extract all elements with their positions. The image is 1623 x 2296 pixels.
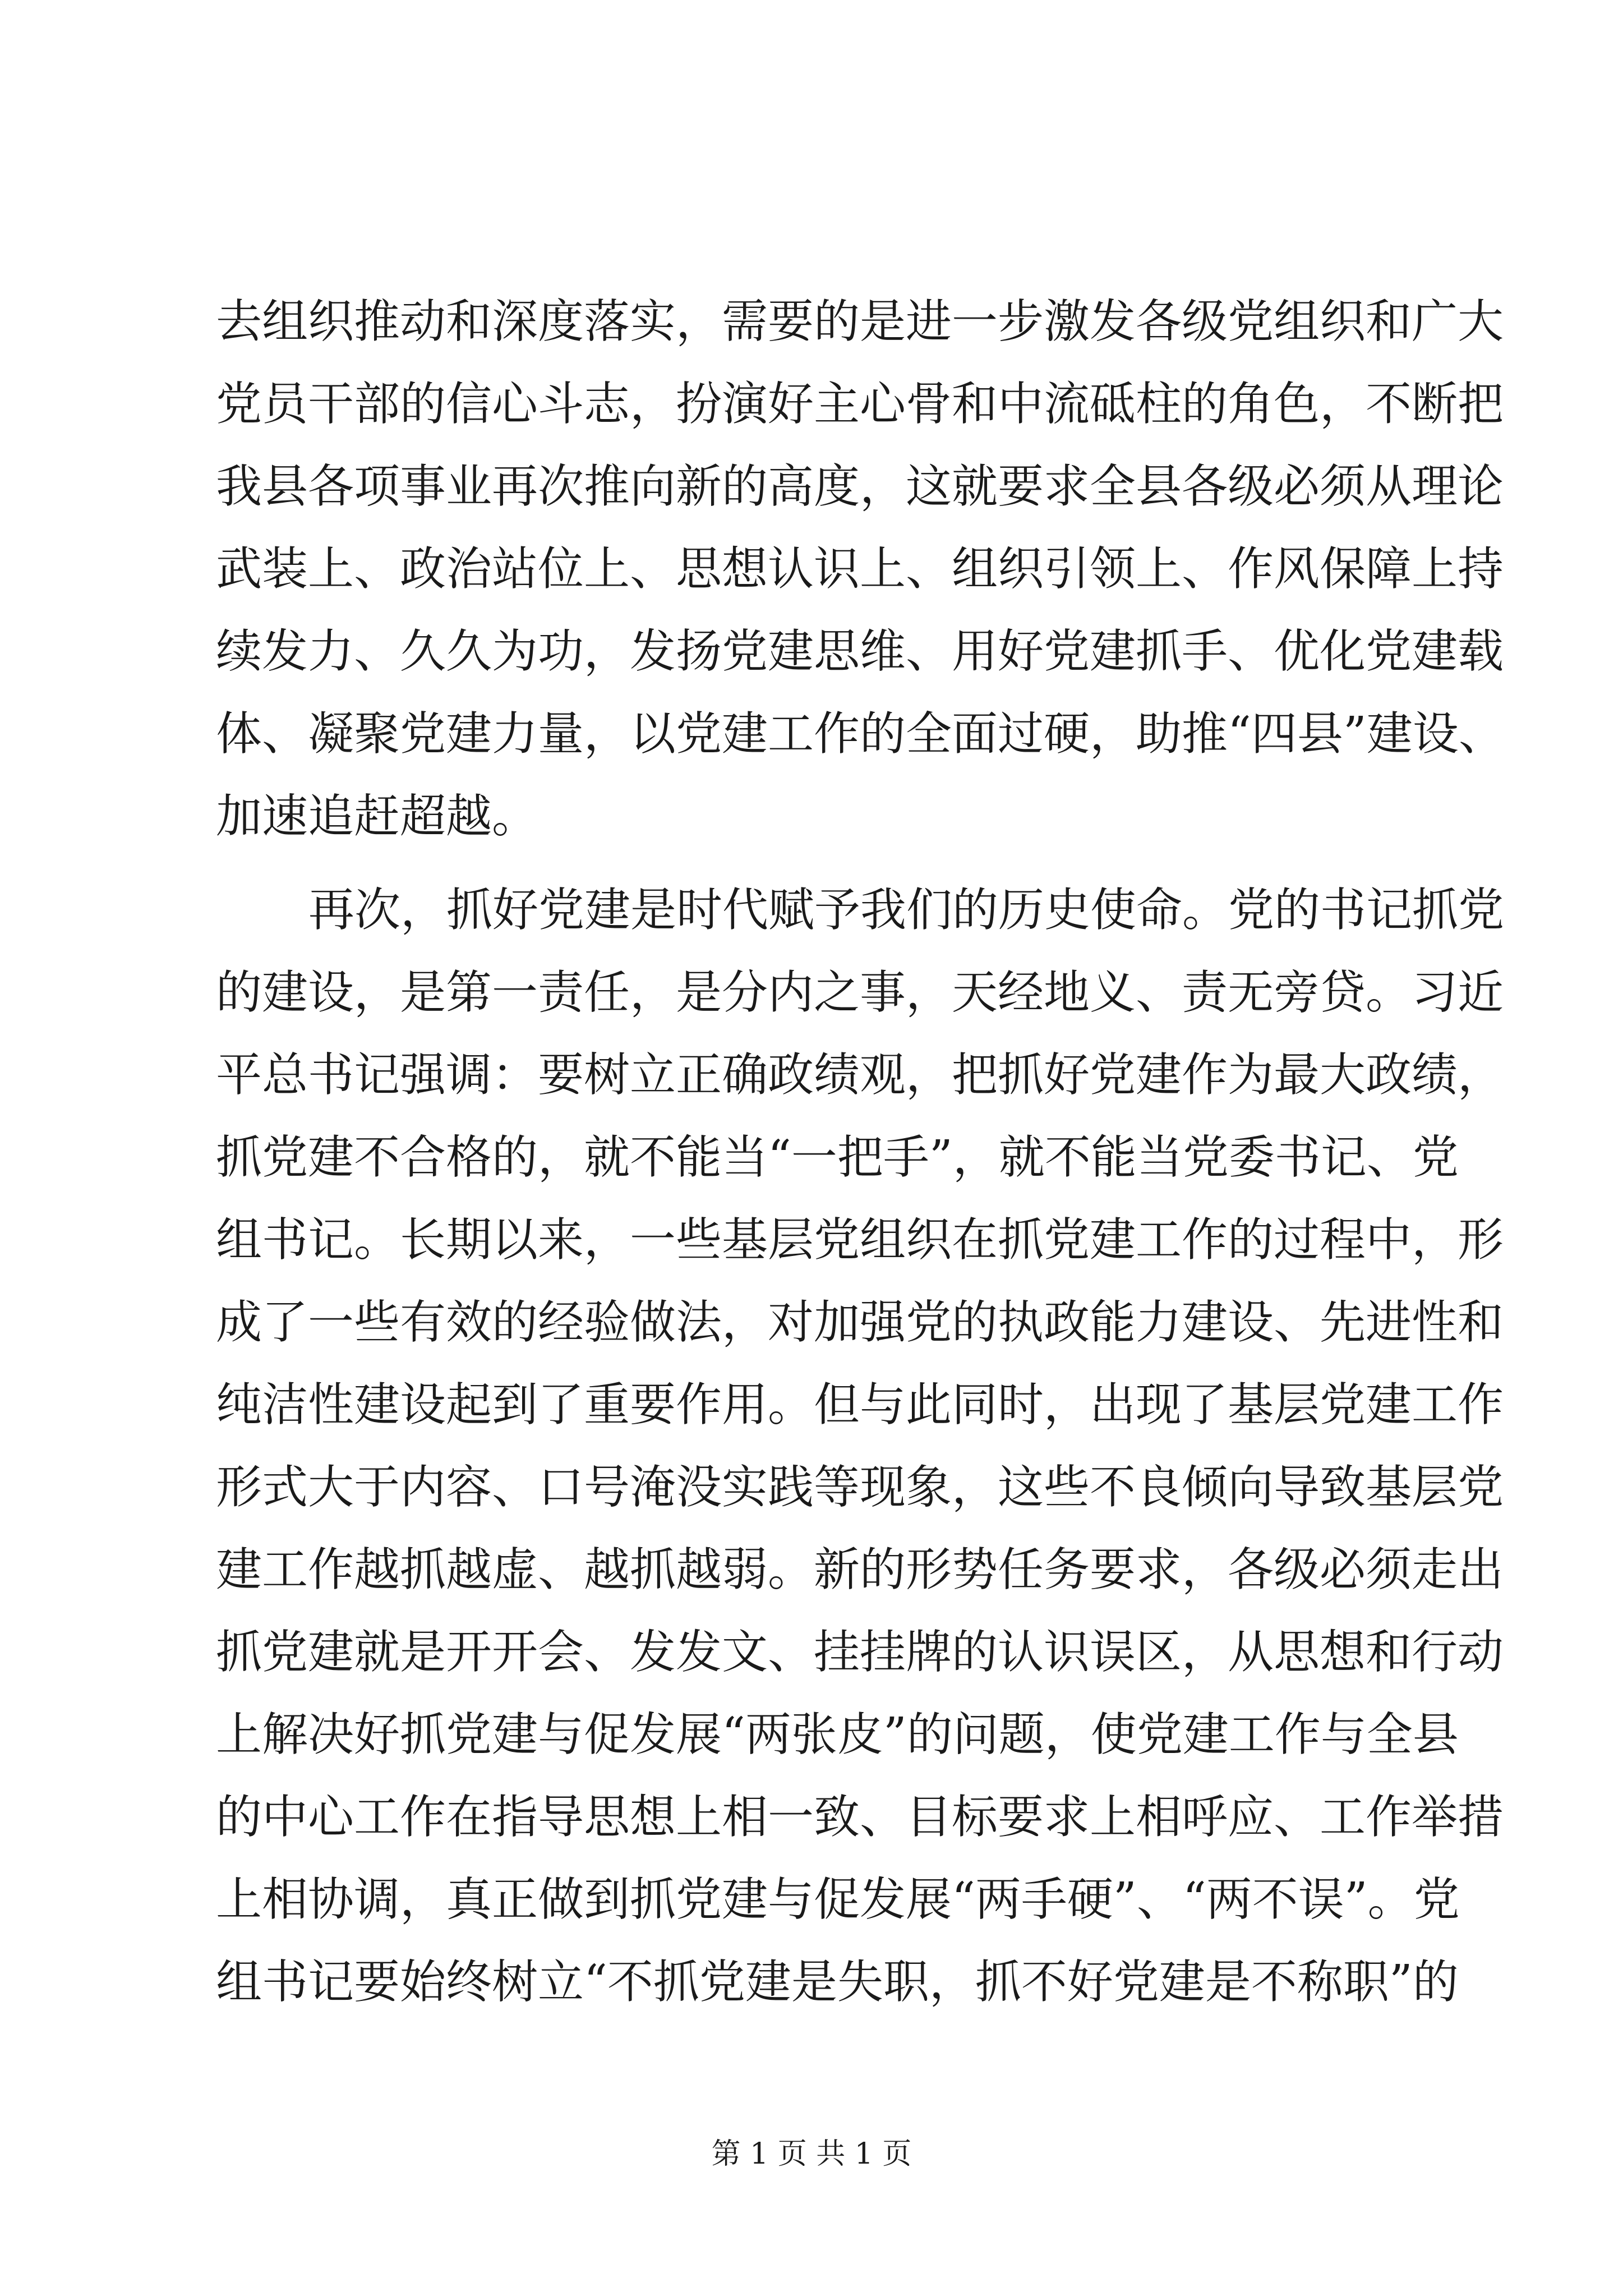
text-line: 形式大于内容、口号淹没实践等现象，这些不良倾向导致基层党 [216, 1461, 1504, 1514]
text-line: 成了一些有效的经验做法，对加强党的执政能力建设、先进性和 [216, 1296, 1504, 1349]
paragraph-2 [216, 869, 1505, 2023]
paragraph-gap [216, 858, 1422, 869]
text-line: 再次，抓好党建是时代赋予我们的历史使命。党的书记抓党 [308, 884, 1505, 937]
text-line: 抓党建不合格的，就不能当“一把手”，就不能当党委书记、党 [216, 1131, 1459, 1184]
text-line: 的中心工作在指导思想上相一致、目标要求上相呼应、工作举措 [216, 1791, 1504, 1844]
text-line: 加速追赶超越。 [216, 790, 538, 843]
text-line: 组书记。长期以来，一些基层党组织在抓党建工作的过程中，形 [216, 1213, 1504, 1267]
text-line: 抓党建就是开开会、发发文、挂挂牌的认识误区，从思想和行动 [216, 1626, 1504, 1679]
text-line: 续发力、久久为功，发扬党建思维、用好党建抓手、优化党建载 [216, 625, 1504, 678]
text-line: 去组织推动和深度落实，需要的是进一步激发各级党组织和广大 [216, 295, 1504, 348]
text-line: 上相协调，真正做到抓党建与促发展“两手硬”、“两不误”。党 [216, 1873, 1460, 1926]
text-line: 组书记要始终树立“不抓党建是失职，抓不好党建是不称职”的 [216, 1955, 1459, 2009]
text-line: 党员干部的信心斗志，扮演好主心骨和中流砥柱的角色，不断把 [216, 378, 1504, 431]
page-footer [0, 2137, 1623, 2171]
text-line: 上解决好抓党建与促发展“两张皮”的问题，使党建工作与全县 [216, 1708, 1459, 1761]
text-line: 的建设，是第一责任，是分内之事，天经地义、责无旁贷。习近 [216, 966, 1504, 1019]
text-line: 纯洁性建设起到了重要作用。但与此同时，出现了基层党建工作 [216, 1378, 1504, 1432]
text-line: 建工作越抓越虚、越抓越弱。新的形势任务要求，各级必须走出 [216, 1543, 1504, 1596]
paragraph-1 [216, 280, 1505, 858]
page-number-label: 第 1 页 共 1 页 [711, 2137, 912, 2171]
text-line: 体、凝聚党建力量，以党建工作的全面过硬，助推“四县”建设、 [216, 707, 1505, 761]
text-line: 我县各项事业再次推向新的高度，这就要求全县各级必须从理论 [216, 460, 1504, 513]
text-line: 平总书记强调：要树立正确政绩观，把抓好党建作为最大政绩， [216, 1048, 1504, 1102]
document-body [216, 280, 1505, 2023]
text-line: 武装上、政治站位上、思想认识上、组织引领上、作风保障上持 [216, 542, 1504, 596]
